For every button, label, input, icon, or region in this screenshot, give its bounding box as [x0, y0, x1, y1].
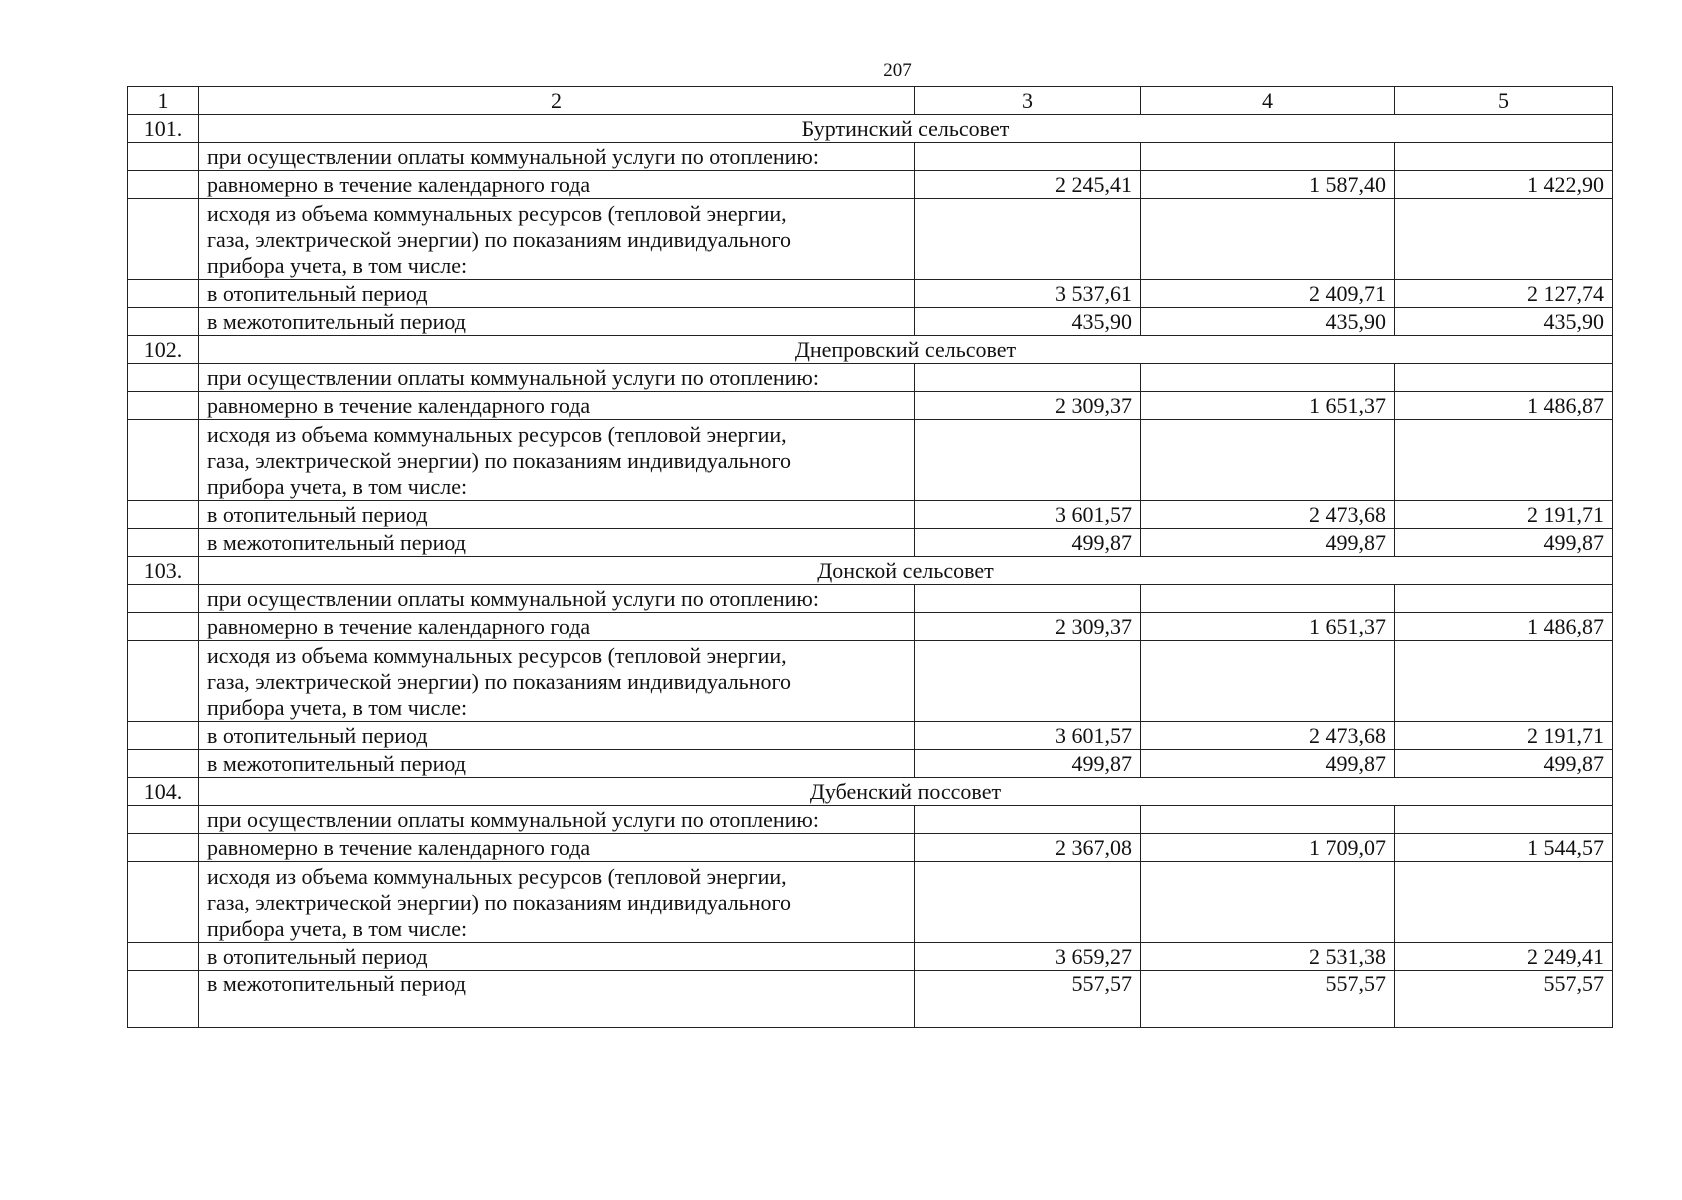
- empty-cell: [1395, 143, 1613, 171]
- empty-cell: [1141, 420, 1395, 501]
- tariff-value: 557,57: [915, 971, 1141, 1028]
- tariff-value: 2 245,41: [915, 171, 1141, 199]
- empty-cell: [1395, 364, 1613, 392]
- section-number: 102.: [128, 336, 199, 364]
- empty-cell: [128, 420, 199, 501]
- uniform-payment-row: [128, 613, 1613, 641]
- tariff-value: 2 309,37: [915, 613, 1141, 641]
- empty-cell: [128, 529, 199, 557]
- meter-intro-label: [199, 420, 915, 501]
- tariff-value: 2 191,71: [1395, 501, 1613, 529]
- intro-row: [128, 585, 1613, 613]
- empty-cell: [1141, 806, 1395, 834]
- tariff-value: 557,57: [1395, 971, 1613, 1028]
- intro-label: при осуществлении оплаты коммунальной услуги по отоплению:: [199, 585, 915, 613]
- off-season-row: [128, 971, 1613, 1028]
- empty-cell: [1395, 862, 1613, 943]
- section-header-row: [128, 336, 1613, 364]
- tariff-value: 2 531,38: [1141, 943, 1395, 971]
- empty-cell: [915, 420, 1141, 501]
- empty-cell: [128, 971, 199, 1028]
- row-label: равномерно в течение календарного года: [199, 392, 915, 420]
- row-label: равномерно в течение календарного года: [199, 171, 915, 199]
- meter-intro-line: прибора учета, в том числе:: [207, 916, 468, 941]
- off-season-row: [128, 308, 1613, 336]
- section-header-row: [128, 557, 1613, 585]
- tariff-value: 1 651,37: [1141, 613, 1395, 641]
- tariff-value: 557,57: [1141, 971, 1395, 1028]
- tariff-value: 1 651,37: [1141, 392, 1395, 420]
- tariff-value: 499,87: [915, 529, 1141, 557]
- empty-cell: [1141, 641, 1395, 722]
- empty-cell: [128, 143, 199, 171]
- intro-row: [128, 143, 1613, 171]
- empty-cell: [128, 585, 199, 613]
- tariff-table: [127, 86, 1613, 1028]
- meter-intro-row: [128, 420, 1613, 501]
- empty-cell: [915, 641, 1141, 722]
- tariff-value: 1 709,07: [1141, 834, 1395, 862]
- tariff-value: 2 249,41: [1395, 943, 1613, 971]
- tariff-value: 1 587,40: [1141, 171, 1395, 199]
- row-label: равномерно в течение календарного года: [199, 613, 915, 641]
- meter-intro-row: [128, 199, 1613, 280]
- tariff-value: 3 659,27: [915, 943, 1141, 971]
- heating-period-row: [128, 280, 1613, 308]
- section-name: Буртинский сельсовет: [199, 115, 1613, 143]
- tariff-value: 2 409,71: [1141, 280, 1395, 308]
- intro-label: при осуществлении оплаты коммунальной услуги по отоплению:: [199, 143, 915, 171]
- off-season-row: [128, 750, 1613, 778]
- tariff-value: 2 127,74: [1395, 280, 1613, 308]
- empty-cell: [1395, 806, 1613, 834]
- meter-intro-label: [199, 862, 915, 943]
- intro-label: при осуществлении оплаты коммунальной услуги по отоплению:: [199, 364, 915, 392]
- meter-intro-label: [199, 199, 915, 280]
- empty-cell: [1141, 143, 1395, 171]
- tariff-value: 2 191,71: [1395, 722, 1613, 750]
- section-name: Дубенский поссовет: [199, 778, 1613, 806]
- section-name: Донской сельсовет: [199, 557, 1613, 585]
- section-number: 101.: [128, 115, 199, 143]
- empty-cell: [128, 501, 199, 529]
- tariff-value: 2 473,68: [1141, 501, 1395, 529]
- column-header: 4: [1141, 87, 1395, 115]
- empty-cell: [128, 171, 199, 199]
- tariff-value: 3 601,57: [915, 501, 1141, 529]
- section-number: 103.: [128, 557, 199, 585]
- intro-row: [128, 364, 1613, 392]
- row-label: в отопительный период: [199, 722, 915, 750]
- empty-cell: [915, 806, 1141, 834]
- meter-intro-line: исходя из объема коммунальных ресурсов (тепловой энергии,: [207, 643, 787, 668]
- meter-intro-row: [128, 862, 1613, 943]
- tariff-value: 1 486,87: [1395, 392, 1613, 420]
- empty-cell: [128, 613, 199, 641]
- meter-intro-line: газа, электрической энергии) по показаниям индивидуального: [207, 448, 791, 473]
- tariff-value: 2 309,37: [915, 392, 1141, 420]
- section-name: Днепровский сельсовет: [199, 336, 1613, 364]
- empty-cell: [1395, 420, 1613, 501]
- empty-cell: [915, 862, 1141, 943]
- row-label: в межотопительный период: [199, 971, 915, 1028]
- tariff-value: 2 473,68: [1141, 722, 1395, 750]
- intro-row: [128, 806, 1613, 834]
- column-header: 5: [1395, 87, 1613, 115]
- tariff-value: 1 544,57: [1395, 834, 1613, 862]
- tariff-value: 3 601,57: [915, 722, 1141, 750]
- section-number: 104.: [128, 778, 199, 806]
- empty-cell: [915, 199, 1141, 280]
- tariff-value: 499,87: [1395, 529, 1613, 557]
- empty-cell: [128, 862, 199, 943]
- empty-cell: [1395, 641, 1613, 722]
- empty-cell: [1141, 199, 1395, 280]
- meter-intro-line: прибора учета, в том числе:: [207, 253, 468, 278]
- meter-intro-line: газа, электрической энергии) по показаниям индивидуального: [207, 669, 791, 694]
- intro-label: при осуществлении оплаты коммунальной услуги по отоплению:: [199, 806, 915, 834]
- row-label: в отопительный период: [199, 280, 915, 308]
- tariff-value: 499,87: [1141, 529, 1395, 557]
- empty-cell: [128, 280, 199, 308]
- empty-cell: [1395, 199, 1613, 280]
- row-label: равномерно в течение календарного года: [199, 834, 915, 862]
- empty-cell: [915, 143, 1141, 171]
- tariff-value: 1 422,90: [1395, 171, 1613, 199]
- tariff-value: 2 367,08: [915, 834, 1141, 862]
- meter-intro-line: газа, электрической энергии) по показаниям индивидуального: [207, 890, 791, 915]
- heating-period-row: [128, 943, 1613, 971]
- empty-cell: [128, 750, 199, 778]
- meter-intro-line: исходя из объема коммунальных ресурсов (тепловой энергии,: [207, 864, 787, 889]
- meter-intro-row: [128, 641, 1613, 722]
- uniform-payment-row: [128, 392, 1613, 420]
- meter-intro-line: прибора учета, в том числе:: [207, 695, 468, 720]
- empty-cell: [128, 364, 199, 392]
- tariff-value: 3 537,61: [915, 280, 1141, 308]
- meter-intro-line: прибора учета, в том числе:: [207, 474, 468, 499]
- empty-cell: [915, 585, 1141, 613]
- empty-cell: [128, 806, 199, 834]
- meter-intro-line: газа, электрической энергии) по показаниям индивидуального: [207, 227, 791, 252]
- empty-cell: [128, 722, 199, 750]
- uniform-payment-row: [128, 834, 1613, 862]
- empty-cell: [128, 943, 199, 971]
- tariff-value: 499,87: [1395, 750, 1613, 778]
- column-header: 3: [915, 87, 1141, 115]
- row-label: в межотопительный период: [199, 529, 915, 557]
- empty-cell: [128, 834, 199, 862]
- section-header-row: [128, 778, 1613, 806]
- uniform-payment-row: [128, 171, 1613, 199]
- row-label: в межотопительный период: [199, 308, 915, 336]
- page-number: 207: [883, 60, 912, 81]
- empty-cell: [1395, 585, 1613, 613]
- empty-cell: [128, 199, 199, 280]
- empty-cell: [1141, 862, 1395, 943]
- empty-cell: [1141, 364, 1395, 392]
- heating-period-row: [128, 722, 1613, 750]
- empty-cell: [915, 364, 1141, 392]
- tariff-value: 435,90: [915, 308, 1141, 336]
- column-header: 1: [128, 87, 199, 115]
- off-season-row: [128, 529, 1613, 557]
- row-label: в отопительный период: [199, 943, 915, 971]
- tariff-value: 435,90: [1141, 308, 1395, 336]
- tariff-value: 499,87: [915, 750, 1141, 778]
- empty-cell: [128, 308, 199, 336]
- empty-cell: [128, 392, 199, 420]
- heating-period-row: [128, 501, 1613, 529]
- section-header-row: [128, 115, 1613, 143]
- meter-intro-line: исходя из объема коммунальных ресурсов (тепловой энергии,: [207, 422, 787, 447]
- column-header-row: [128, 87, 1613, 115]
- row-label: в отопительный период: [199, 501, 915, 529]
- empty-cell: [1141, 585, 1395, 613]
- column-header: 2: [199, 87, 915, 115]
- tariff-value: 499,87: [1141, 750, 1395, 778]
- empty-cell: [128, 641, 199, 722]
- row-label: в межотопительный период: [199, 750, 915, 778]
- meter-intro-label: [199, 641, 915, 722]
- tariff-value: 1 486,87: [1395, 613, 1613, 641]
- meter-intro-line: исходя из объема коммунальных ресурсов (тепловой энергии,: [207, 201, 787, 226]
- tariff-value: 435,90: [1395, 308, 1613, 336]
